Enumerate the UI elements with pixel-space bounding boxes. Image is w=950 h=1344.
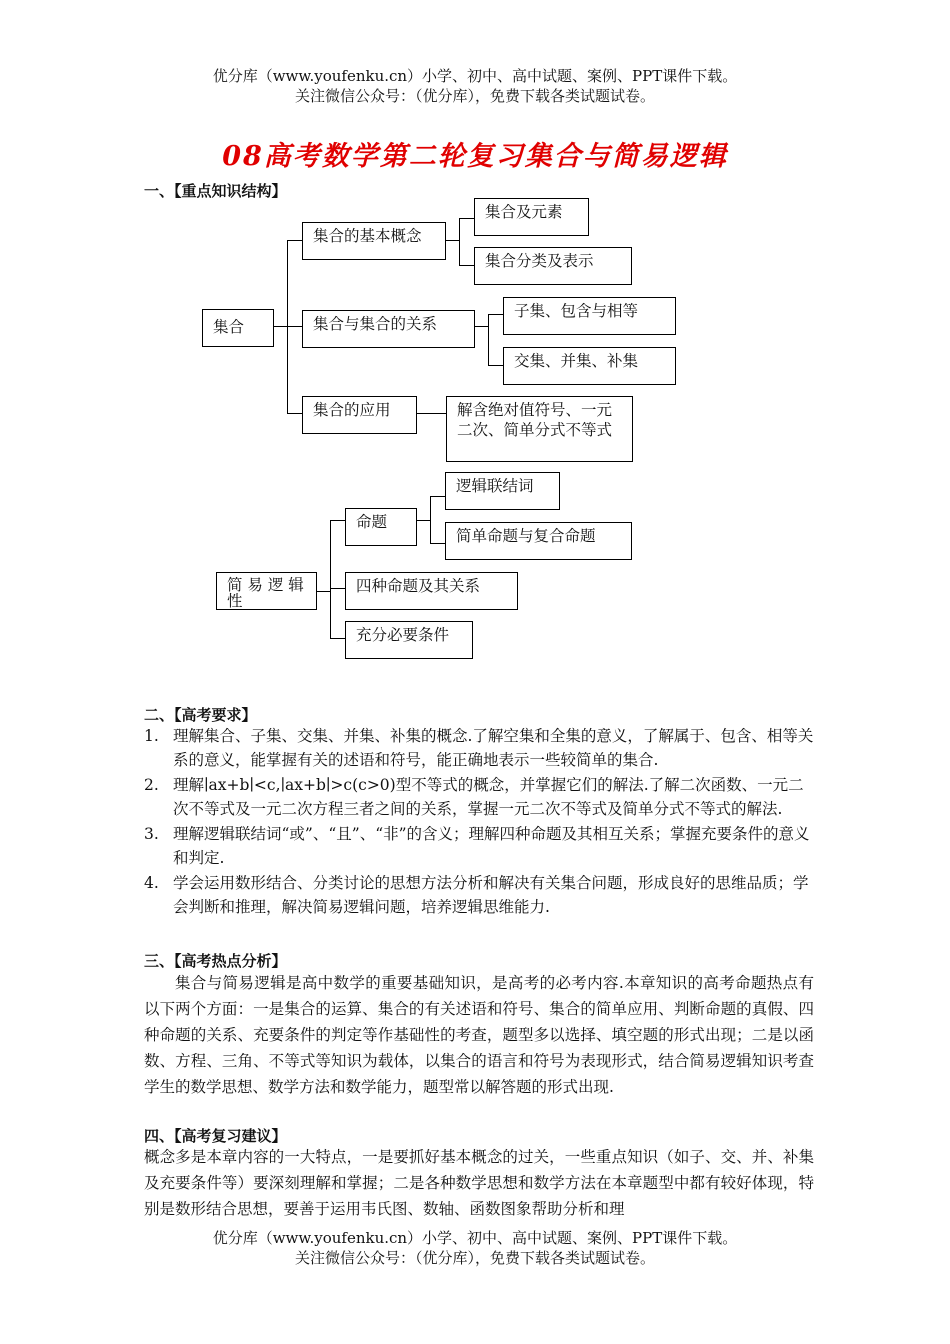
connector — [330, 638, 345, 639]
node-set-application: 集合的应用 — [302, 396, 417, 434]
footer-line-1: 优分库（www.youfenku.cn）小学、初中、高中试题、案例、PPT课件下载。 — [212, 1229, 738, 1247]
connector — [330, 588, 345, 589]
list-item: 4. 学会运用数形结合、分类讨论的思想方法分析和解决有关集合问题，形成良好的思维品质；学会判断和推理，解决简易逻辑问题，培养逻辑思维能力. — [144, 874, 809, 916]
node-logical-connectives: 逻辑联结词 — [445, 472, 560, 510]
connector — [416, 520, 431, 521]
header-line-2: 关注微信公众号：（优分库），免费下载各类试题试卷。 — [294, 87, 655, 105]
node-set: 集合 — [202, 309, 274, 347]
connector — [459, 265, 474, 266]
node-simple-logic: 简 易 逻 辑 性 — [216, 572, 317, 610]
node-set-elements: 集合及元素 — [474, 198, 589, 236]
section-heading-hotspots: 三、【高考热点分析】 — [144, 952, 287, 970]
section-heading-review-advice: 四、【高考复习建议】 — [144, 1127, 287, 1145]
connector — [488, 314, 503, 315]
connector — [459, 218, 460, 266]
connector — [287, 326, 302, 327]
connector — [459, 218, 474, 219]
connector — [430, 496, 431, 544]
node-set-classification: 集合分类及表示 — [474, 247, 632, 285]
section-heading-requirements: 二、【高考要求】 — [144, 706, 257, 724]
list-item: 1. 理解集合、子集、交集、并集、补集的概念.了解空集和全集的意义，了解属于、包含、相等关系的意义，能掌握有关的述语和符号，能正确地表示一些较简单的集合. — [144, 727, 814, 769]
connector — [474, 326, 489, 327]
node-inequalities: 解含绝对值符号、一元二次、简单分式不等式 — [446, 396, 633, 462]
header-line-1: 优分库（www.youfenku.cn）小学、初中、高中试题、案例、PPT课件下载。 — [212, 67, 738, 85]
node-sufficient-necessary: 充分必要条件 — [345, 621, 473, 659]
connector — [316, 591, 331, 592]
footer-line-2: 关注微信公众号：（优分库），免费下载各类试题试卷。 — [294, 1249, 655, 1267]
hotspots-paragraph: 集合与简易逻辑是高中数学的重要基础知识，是高考的必考内容.本章知识的高考命题热点有以下两个方面：一是集合的运算、集合的有关述语和符号、集合的简单应用、判断命题的真假、四种命题的关系、充要条件的判定等作基础性的考查，题型多以选择、填空题的形式出现；二是以函数、方程、三角、不等式等知识为载体，以集合的语言和符号为表现形式，结合简易逻辑知识考查学生的数学思想、数学方法和数学能力，题型常以解答题的形式出现. — [144, 974, 814, 1096]
connector — [287, 240, 302, 241]
connector — [488, 365, 503, 366]
connector — [416, 413, 446, 414]
node-proposition: 命题 — [345, 508, 417, 546]
node-intersection-union: 交集、并集、补集 — [503, 347, 676, 385]
connector — [430, 496, 445, 497]
connector — [445, 240, 460, 241]
connector — [273, 326, 288, 327]
node-simple-compound-proposition: 简单命题与复合命题 — [445, 522, 632, 560]
connector — [488, 314, 489, 366]
node-four-propositions: 四种命题及其关系 — [345, 572, 518, 610]
node-subset: 子集、包含与相等 — [503, 297, 676, 335]
list-item: 3. 理解逻辑联结词“或”、“且”、“非”的含义；理解四种命题及其相互关系；掌握充要条件的意义和判定. — [144, 825, 810, 867]
page-title: 08高考数学第二轮复习集合与简易逻辑 — [222, 141, 728, 172]
connector — [430, 543, 445, 544]
connector — [287, 240, 288, 414]
node-set-basic-concept: 集合的基本概念 — [302, 222, 446, 260]
connector — [330, 520, 331, 639]
connector — [330, 520, 345, 521]
list-item: 2. 理解∣ax+b∣<c,∣ax+b∣>c(c>0)型不等式的概念，并掌握它们的解法.了解二次函数、一元二次不等式及一元二次方程三者之间的关系，掌握一元二次不等式及简单分式不等式的解法. — [144, 776, 804, 818]
connector — [287, 413, 302, 414]
review-advice-paragraph: 概念多是本章内容的一大特点，一是要抓好基本概念的过关，一些重点知识（如子、交、并、补集及充要条件等）要深刻理解和掌握；二是各种数学思想和数学方法在本章题型中都有较好体现，特别是数形结合思想，要善于运用韦氏图、数轴、函数图象帮助分析和理 — [144, 1148, 814, 1218]
section-heading-structure: 一、【重点知识结构】 — [144, 182, 287, 200]
node-set-relations: 集合与集合的关系 — [302, 310, 475, 348]
requirements-list — [144, 724, 816, 920]
